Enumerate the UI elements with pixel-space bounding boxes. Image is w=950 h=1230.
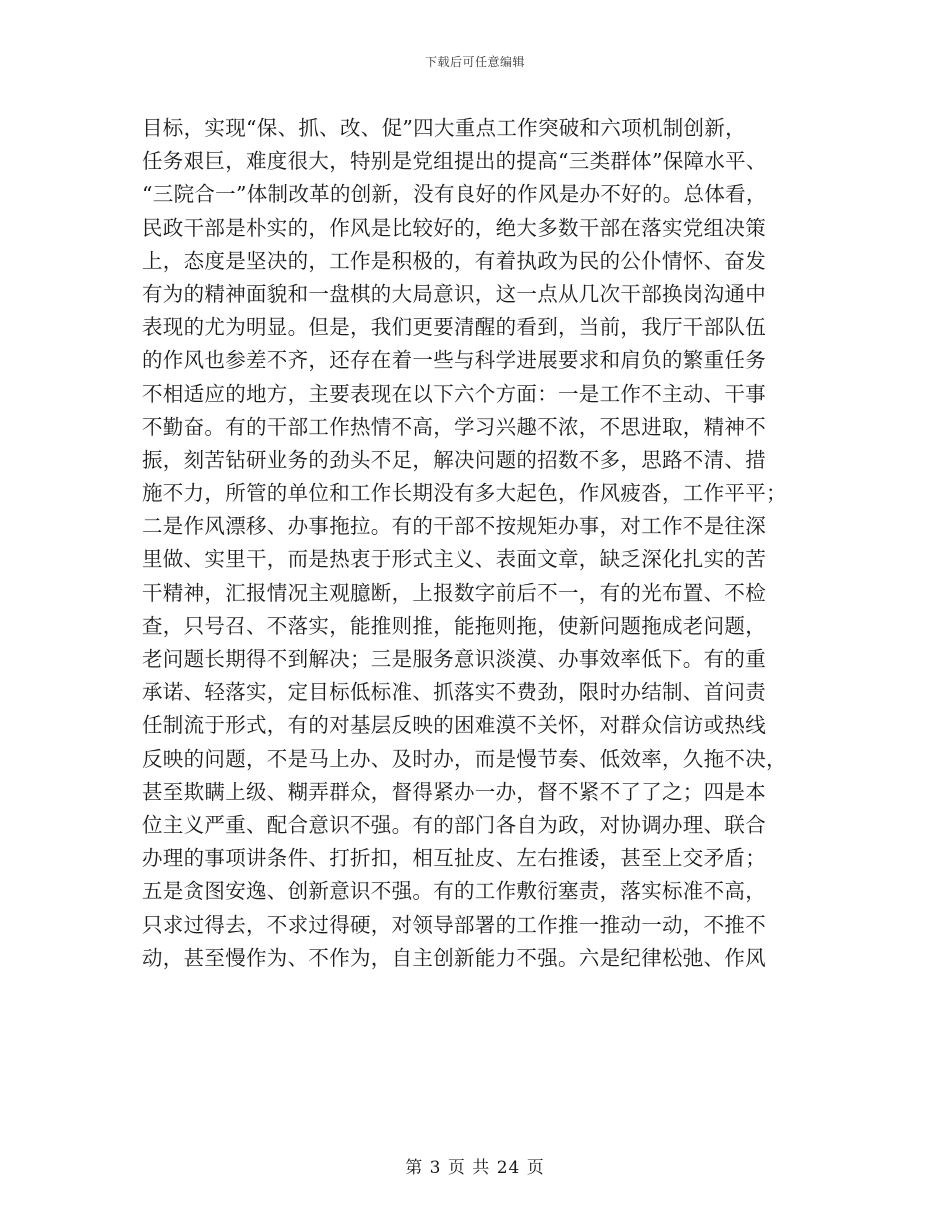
text-line: 甚至欺瞒上级、糊弄群众，督得紧办一办，督不紧不了了之；四是本 bbox=[142, 779, 766, 804]
text-line: “三院合一”体制改革的创新，没有良好的作风是办不好的。总体看， bbox=[142, 182, 767, 207]
text-line: 位主义严重、配合意识不强。有的部门各自为政，对协调办理、联合 bbox=[142, 812, 766, 837]
text-line: 查，只号召、不落实，能推则推，能拖则拖，使新问题拖成老问题， bbox=[142, 613, 766, 638]
text-line: 只求过得去，不求过得硬，对领导部署的工作推一推动一动，不推不 bbox=[142, 912, 766, 937]
text-line: 二是作风漂移、办事拖拉。有的干部不按规矩办事，对工作不是往深 bbox=[142, 514, 766, 539]
text-line: 不相适应的地方，主要表现在以下六个方面：一是工作不主动、干事 bbox=[142, 381, 766, 406]
text-line: 五是贪图安逸、创新意识不强。有的工作敷衍塞责，落实标准不高， bbox=[142, 879, 766, 904]
text-line: 民政干部是朴实的，作风是比较好的，绝大多数干部在落实党组决策 bbox=[142, 215, 766, 240]
text-line: 承诺、轻落实，定目标低标准、抓落实不费劲，限时办结制、首问责 bbox=[142, 680, 766, 705]
text-line: 动，甚至慢作为、不作为，自主创新能力不强。六是纪律松弛、作风 bbox=[142, 945, 766, 970]
text-line: 上，态度是坚决的，工作是积极的，有着执政为民的公仆情怀、奋发 bbox=[142, 248, 766, 273]
document-body bbox=[142, 112, 814, 975]
text-line: 老问题长期得不到解决；三是服务意识淡漠、办事效率低下。有的重 bbox=[142, 647, 766, 671]
text-line: 不勤奋。有的干部工作热情不高，学习兴趣不浓，不思进取，精神不 bbox=[142, 414, 766, 439]
text-line: 施不力，所管的单位和工作长期没有多大起色，作风疲沓，工作平平； bbox=[142, 481, 787, 506]
text-line: 任务艰巨，难度很大，特别是党组提出的提高“三类群体”保障水平、 bbox=[142, 149, 767, 174]
text-line: 反映的问题，不是马上办、及时办，而是慢节奏、低效率，久拖不决， bbox=[142, 746, 787, 771]
text-line: 任制流于形式，有的对基层反映的困难漠不关怀，对群众信访或热线 bbox=[142, 713, 766, 738]
page-number-footer: 第 3 页 共 24 页 bbox=[405, 1158, 545, 1178]
text-line: 有为的精神面貌和一盘棋的大局意识，这一点从几次干部换岗沟通中 bbox=[142, 281, 766, 306]
text-line: 的作风也参差不齐，还存在着一些与科学进展要求和肩负的繁重任务 bbox=[142, 348, 766, 373]
page-header: 下载后可任意编辑 bbox=[424, 55, 525, 69]
text-line: 振，刻苦钻研业务的劲头不足，解决问题的招数不多，思路不清、措 bbox=[142, 447, 766, 472]
text-line: 办理的事项讲条件、打折扣，相互扯皮、左右推诿，甚至上交矛盾； bbox=[142, 846, 766, 871]
text-line: 表现的尤为明显。但是，我们更要清醒的看到，当前，我厅干部队伍 bbox=[142, 315, 766, 340]
text-line: 里做、实里干，而是热衷于形式主义、表面文章，缺乏深化扎实的苦 bbox=[142, 547, 766, 572]
text-line: 目标，实现“保、抓、改、促”四大重点工作突破和六项机制创新， bbox=[142, 116, 746, 140]
text-line: 干精神，汇报情况主观臆断，上报数字前后不一，有的光布置、不检 bbox=[142, 580, 766, 605]
